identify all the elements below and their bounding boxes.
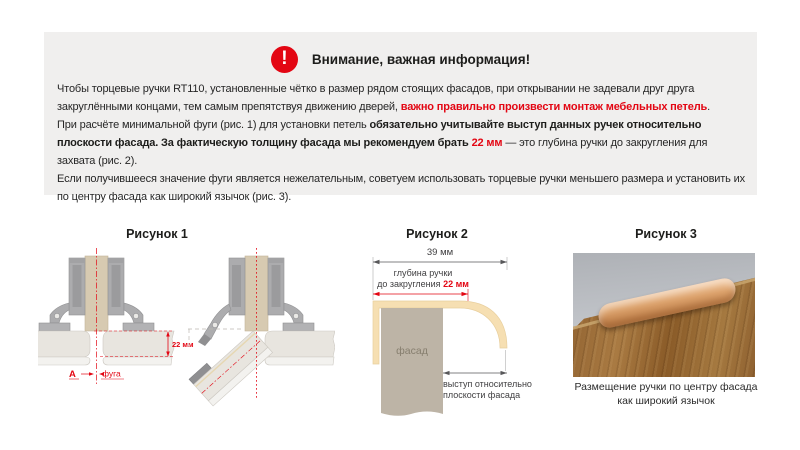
figure3-photo	[573, 253, 755, 377]
text-segment-highlight: 22 мм	[471, 137, 503, 149]
depth-prefix: до закругления	[377, 279, 444, 289]
gap-fuga-label: фуга	[102, 368, 121, 379]
figure1-open-view	[188, 248, 335, 406]
dim-22mm-label: 22 мм	[172, 340, 194, 349]
depth-value-22mm: 22 мм	[443, 279, 469, 289]
text-segment: .	[707, 101, 711, 113]
figure1-title: Рисунок 1	[126, 227, 188, 241]
warning-exclamation-icon: !	[271, 46, 298, 73]
text-segment-bold: обязательно учитывайте выступ данных ручек относительно плоскости фасада. За фактическую толщину фасада мы рекомендуем брать	[57, 119, 702, 149]
text-segment: — это глубина ручки до закругления для захвата (рис. 2).	[57, 137, 708, 167]
paragraph-2	[57, 116, 746, 170]
dim-39mm-label: 39 мм	[426, 247, 454, 258]
text-segment: При расчёте минимальной фуги (рис. 1) для установки петель	[57, 119, 370, 131]
warning-text	[57, 80, 746, 206]
facade-block	[381, 308, 443, 416]
figure1-closed-view	[38, 248, 194, 386]
figure3-caption: Размещение ручки по центру фасада как широкий язычок	[574, 381, 758, 408]
figure2-title: Рисунок 2	[406, 227, 468, 241]
paragraph-3	[57, 170, 746, 206]
text-segment: Если получившееся значение фуги является нежелательным, советуем использовать торцевые ручки меньшего размера и установить их по центру фасада как широкий язычок (рис. 3).	[57, 173, 745, 203]
facade-left	[38, 331, 90, 357]
facade-label: фасад	[396, 345, 428, 357]
text-segment: Чтобы торцевые ручки RT110, установленные чётко в размер рядом стоящих фасадов, при открывании не задевали друг друга закруглёнными концами, тем самым препятствуя движению дверей,	[57, 83, 695, 113]
facade-right	[103, 331, 174, 357]
gap-letter-label: А	[69, 369, 76, 380]
warning-header	[44, 46, 757, 73]
figure2-handle-profile-diagram	[355, 244, 555, 416]
paragraph-1	[57, 80, 746, 116]
protrusion-label-line1: выступ относительно	[443, 379, 532, 389]
warning-title: Внимание, важная информация!	[311, 52, 531, 67]
facade-right	[265, 331, 335, 357]
hinge-right	[108, 258, 154, 331]
warning-panel	[44, 32, 757, 203]
figure3-title: Рисунок 3	[635, 227, 697, 241]
protrusion-label-line2: плоскости фасада	[443, 390, 521, 400]
figure1-hinge-diagram	[38, 246, 335, 423]
text-segment-highlight: важно правильно произвести монтаж мебельных петель	[400, 101, 708, 113]
hinge-left-open	[198, 258, 245, 346]
depth-label-line2	[377, 279, 469, 289]
depth-label-line1: глубина ручки	[393, 268, 453, 278]
hinge-left	[39, 258, 85, 331]
hinge-right	[268, 258, 314, 331]
